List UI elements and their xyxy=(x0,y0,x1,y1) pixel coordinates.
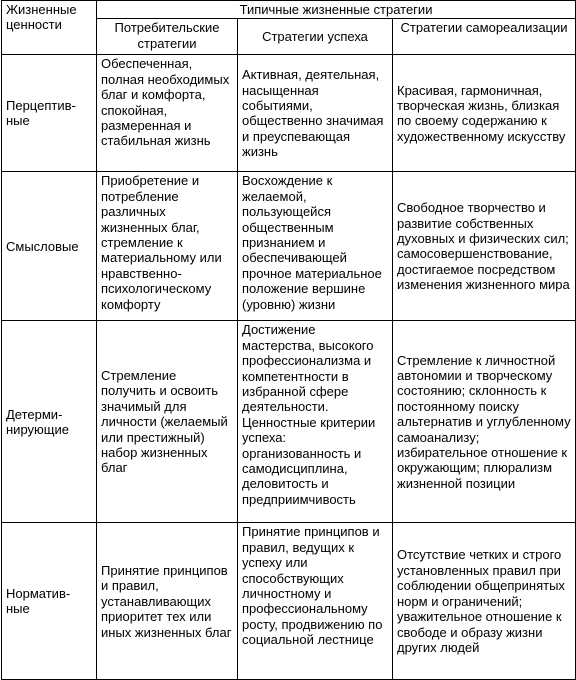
table-cell xyxy=(238,321,393,523)
table-cell xyxy=(393,172,576,321)
row-label: Детерми-нирующие xyxy=(6,406,69,437)
header-row-top xyxy=(2,1,576,19)
cell-text: Свободное творчество и развитие собственных духовных и физических сил; самосовершенствование, достигаемое посредством изменения жизненного мира xyxy=(397,200,570,293)
table-cell xyxy=(97,172,238,321)
table-row xyxy=(2,523,576,680)
cell-text: Достижение мастерства, высокого профессионализма и компетентности в избранной сфере деятельности. Ценностные критерии успеха: организованность и самодисциплина, деловитость и предприимчивость xyxy=(242,322,376,507)
table-cell xyxy=(97,523,238,680)
table-cell xyxy=(238,172,393,321)
column-header-consumer: Потребительские стратегии xyxy=(114,20,220,51)
table-cell xyxy=(393,523,576,680)
table-row xyxy=(2,321,576,523)
table-row xyxy=(2,172,576,321)
row-label-cell xyxy=(2,55,97,172)
cell-text: Приобретение и потребление различных жизненных благ, стремление к материальному или нравственно-психологическому комфорту xyxy=(101,173,222,312)
cell-text: Красивая, гармоничная, творческая жизнь, близкая по своему содержанию к художественному искусству xyxy=(397,82,566,144)
column-header-cell xyxy=(238,19,393,55)
column-header-cell xyxy=(393,19,576,55)
table-cell xyxy=(238,523,393,680)
table-row xyxy=(2,55,576,172)
corner-header-cell xyxy=(2,1,97,55)
row-label-cell xyxy=(2,172,97,321)
table-cell xyxy=(97,55,238,172)
row-label-cell xyxy=(2,321,97,523)
cell-text: Восхождение к желаемой, пользующейся общественным признанием и обеспечивающей прочное материальное положение вершине (уровню) жизни xyxy=(242,173,382,312)
table-cell xyxy=(238,55,393,172)
corner-header: Жизненные ценности xyxy=(6,2,77,33)
group-header-cell xyxy=(97,1,576,19)
cell-text: Стремление получить и освоить значимый для личности (желаемый или престижный) набор жизненных благ xyxy=(101,367,228,476)
table-cell xyxy=(97,321,238,523)
table-cell xyxy=(393,55,576,172)
cell-text: Принятие принципов и правил, ведущих к успеху или способствующих личностному и профессиональному росту, продвижению по социальной лестнице xyxy=(242,524,383,648)
row-label: Норматив-ные xyxy=(6,586,71,617)
cell-text: Отсутствие четких и строго установленных правил при соблюдении общепринятых норм и ограничений; уважительное отношение к свободе и образу жизни других людей xyxy=(397,547,565,655)
row-label-cell xyxy=(2,523,97,680)
group-header: Типичные жизненные стратегии xyxy=(239,2,433,17)
cell-text: Стремление к личностной автономии и творческому состоянию; склонность к постоянному поиску альтернатив и углубленному самоанализу; избирательное отношение к окружающим; плюрализм жизненной позиции xyxy=(397,352,571,491)
column-header-success: Стратегии успеха xyxy=(262,29,368,45)
cell-text: Обеспеченная, полная необходимых благ и комфорта, спокойная, размеренная и стабильная жизнь xyxy=(101,56,230,149)
column-header-cell xyxy=(97,19,238,55)
table-cell xyxy=(393,321,576,523)
cell-text: Принятие принципов и правил, устанавливающих приоритет тех или иных жизненных благ xyxy=(101,562,232,640)
row-label: Перцептив-ные xyxy=(6,98,76,129)
cell-text: Активная, деятельная, насыщенная событиями, общественно значимая и преуспевающая жизнь xyxy=(242,67,384,160)
column-header-self-realization: Стратегии самореализации xyxy=(400,20,568,36)
row-label: Смысловые xyxy=(6,238,79,254)
strategies-table xyxy=(1,0,576,680)
